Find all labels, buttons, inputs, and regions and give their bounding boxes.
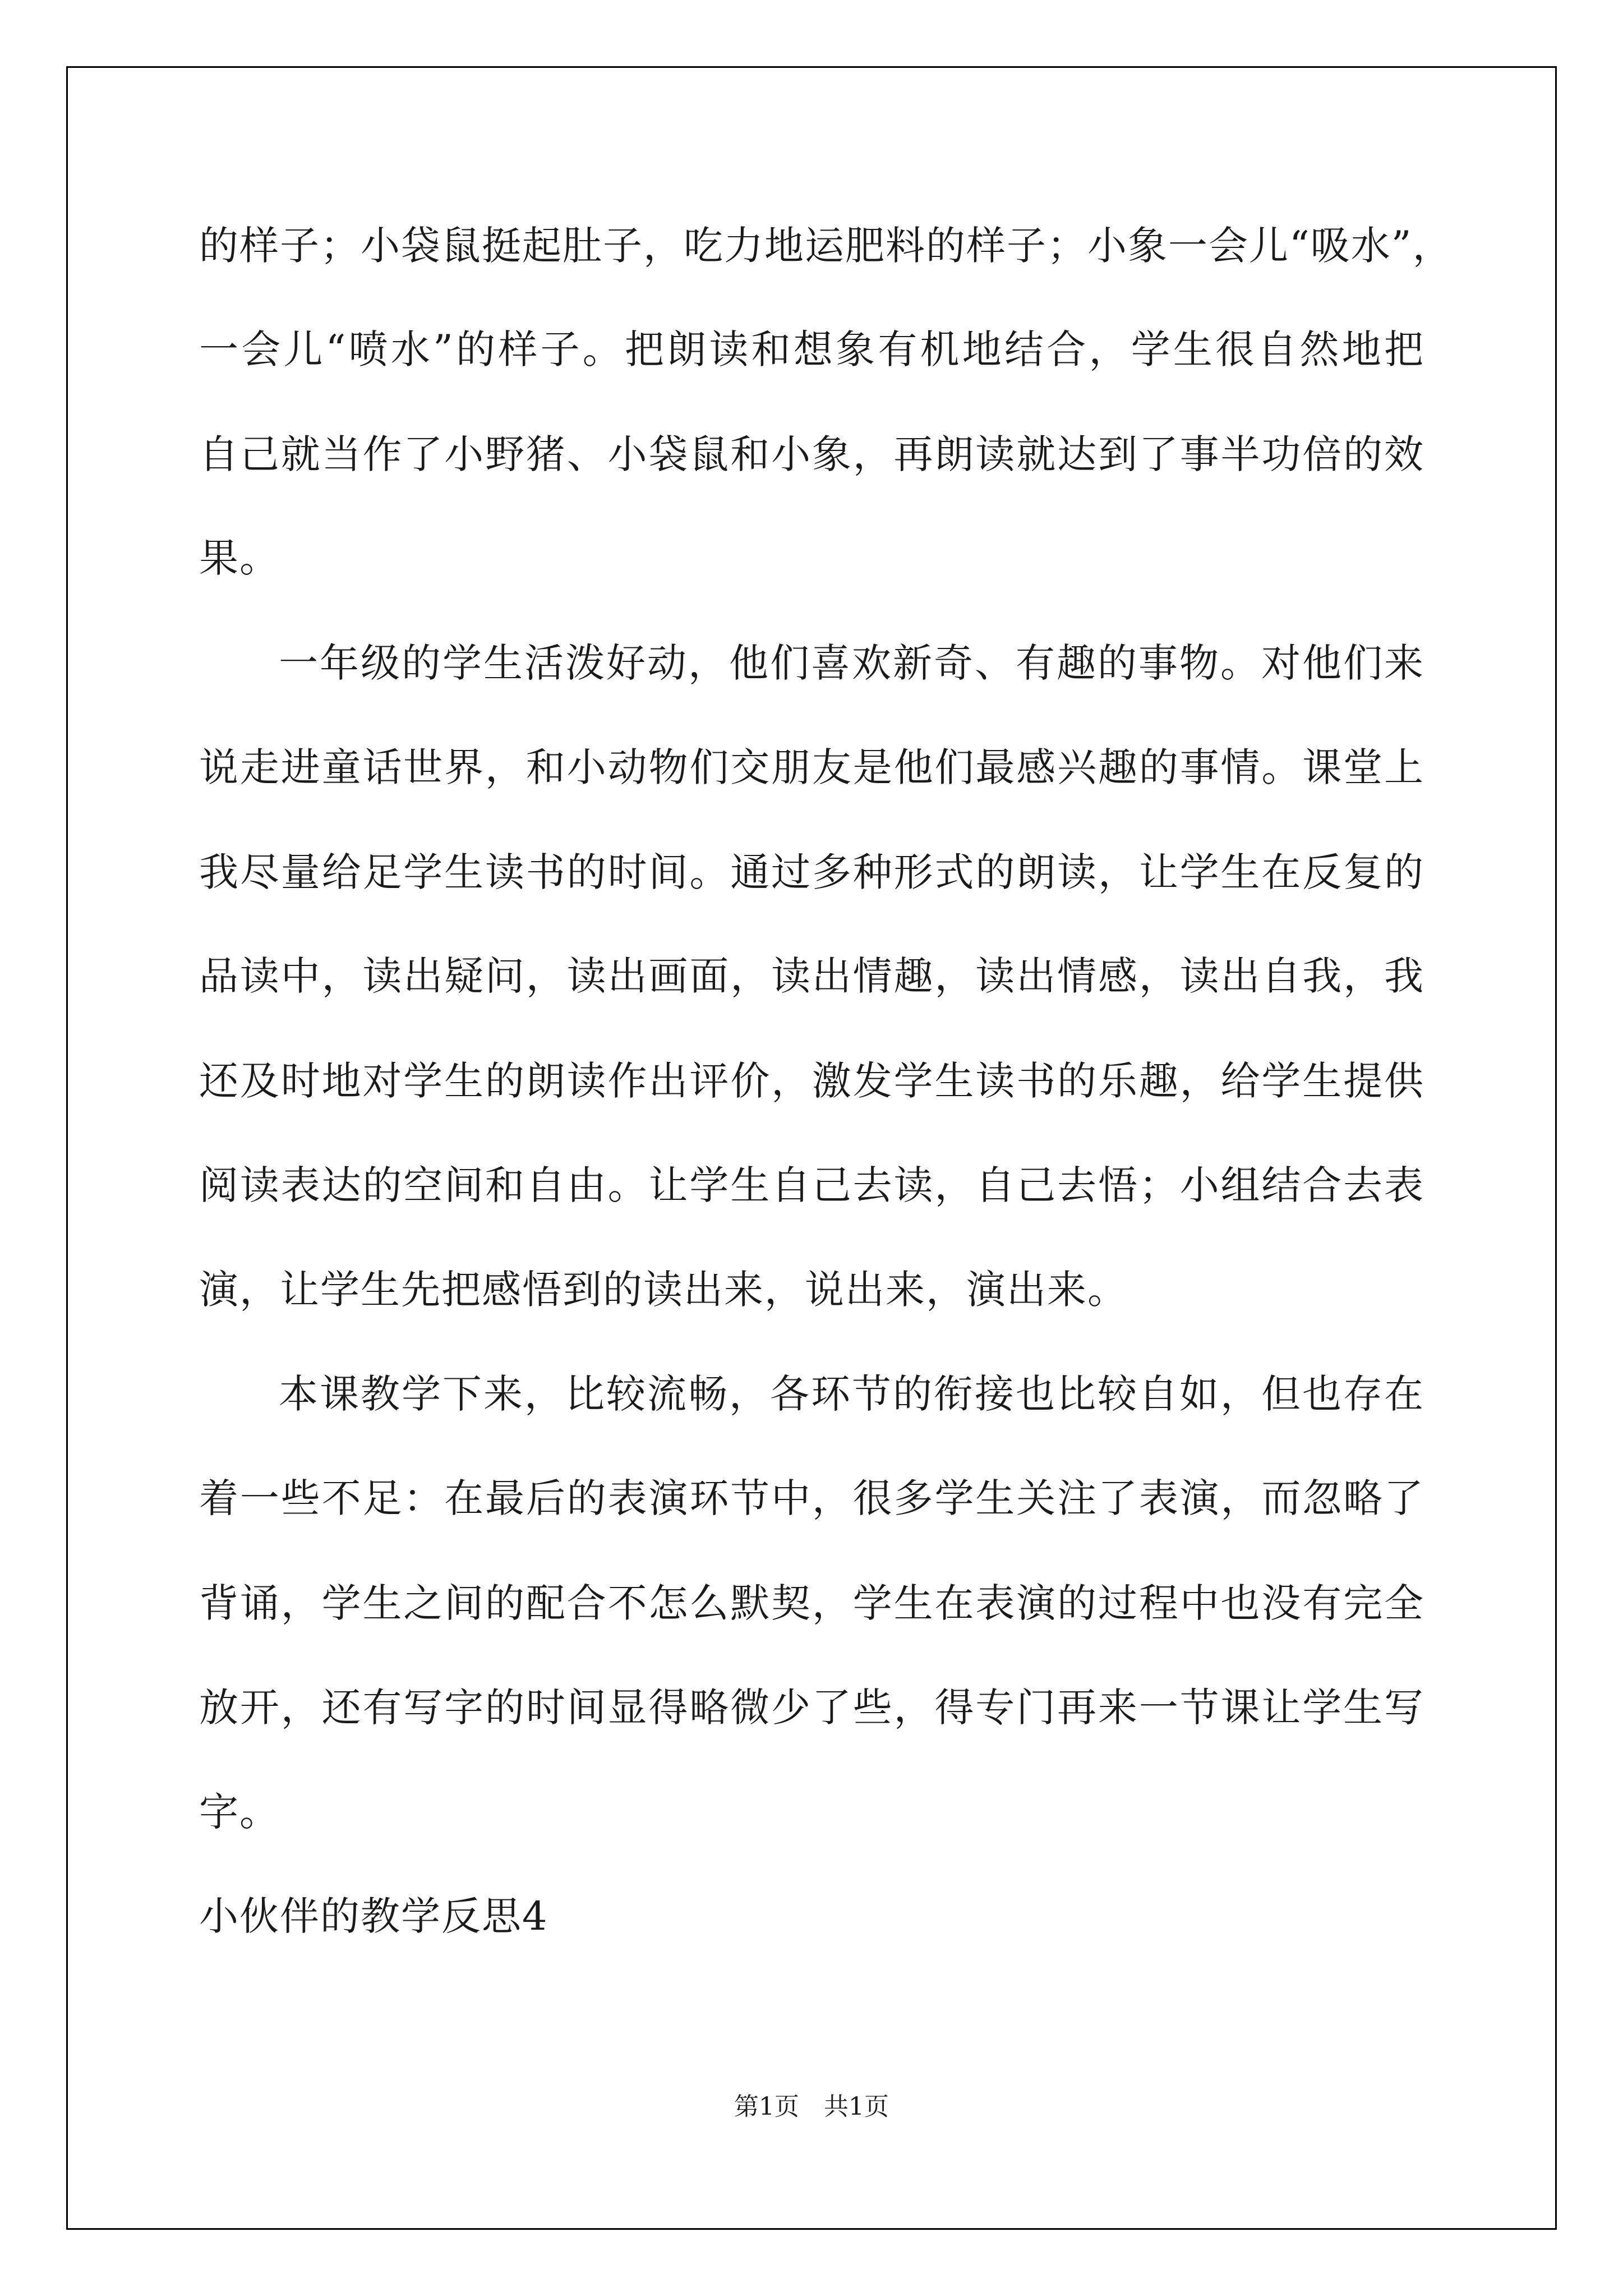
paragraph-line: 品读中，读出疑问，读出画面，读出情趣，读出情感，读出自我，我 bbox=[199, 953, 1424, 999]
paragraph-line: 演，让学生先把感悟到的读出来，说出来，演出来。 bbox=[199, 1267, 1128, 1313]
paragraph-line: 果。 bbox=[199, 535, 280, 581]
paragraph-line: 说走进童话世界，和小动物们交朋友是他们最感兴趣的事情。课堂上 bbox=[199, 744, 1424, 790]
section-heading: 小伙伴的教学反思4 bbox=[199, 1893, 548, 1939]
paragraph-line: 阅读表达的空间和自由。让学生自己去读，自己去悟；小组结合去表 bbox=[199, 1162, 1424, 1208]
paragraph-line: 一会儿“喷水”的样子。把朗读和想象有机地结合，学生很自然地把 bbox=[199, 326, 1424, 372]
paragraph-line: 本课教学下来，比较流畅，各环节的衔接也比较自如，但也存在 bbox=[279, 1371, 1424, 1417]
paragraph-line: 着一些不足：在最后的表演环节中，很多学生关注了表演，而忽略了 bbox=[199, 1475, 1424, 1521]
paragraph-line: 还及时地对学生的朗读作出评价，激发学生读书的乐趣，给学生提供 bbox=[199, 1058, 1424, 1104]
page-footer bbox=[0, 2090, 1623, 2124]
paragraph-line: 放开，还有写字的时间显得略微少了些，得专门再来一节课让学生写 bbox=[199, 1685, 1424, 1731]
page-number: 第1页 共1页 bbox=[734, 2092, 889, 2121]
paragraph-line: 的样子；小袋鼠挺起肚子，吃力地运肥料的样子；小象一会儿“吸水”， bbox=[199, 223, 1453, 269]
paragraph-line: 一年级的学生活泼好动，他们喜欢新奇、有趣的事物。对他们来 bbox=[279, 640, 1424, 686]
paragraph-line: 字。 bbox=[199, 1789, 280, 1835]
paragraph-line: 背诵，学生之间的配合不怎么默契，学生在表演的过程中也没有完全 bbox=[199, 1580, 1424, 1626]
paragraph-line: 我尽量给足学生读书的时间。通过多种形式的朗读，让学生在反复的 bbox=[199, 849, 1424, 895]
paragraph-line: 自己就当作了小野猪、小袋鼠和小象，再朗读就达到了事半功倍的效 bbox=[199, 431, 1424, 477]
